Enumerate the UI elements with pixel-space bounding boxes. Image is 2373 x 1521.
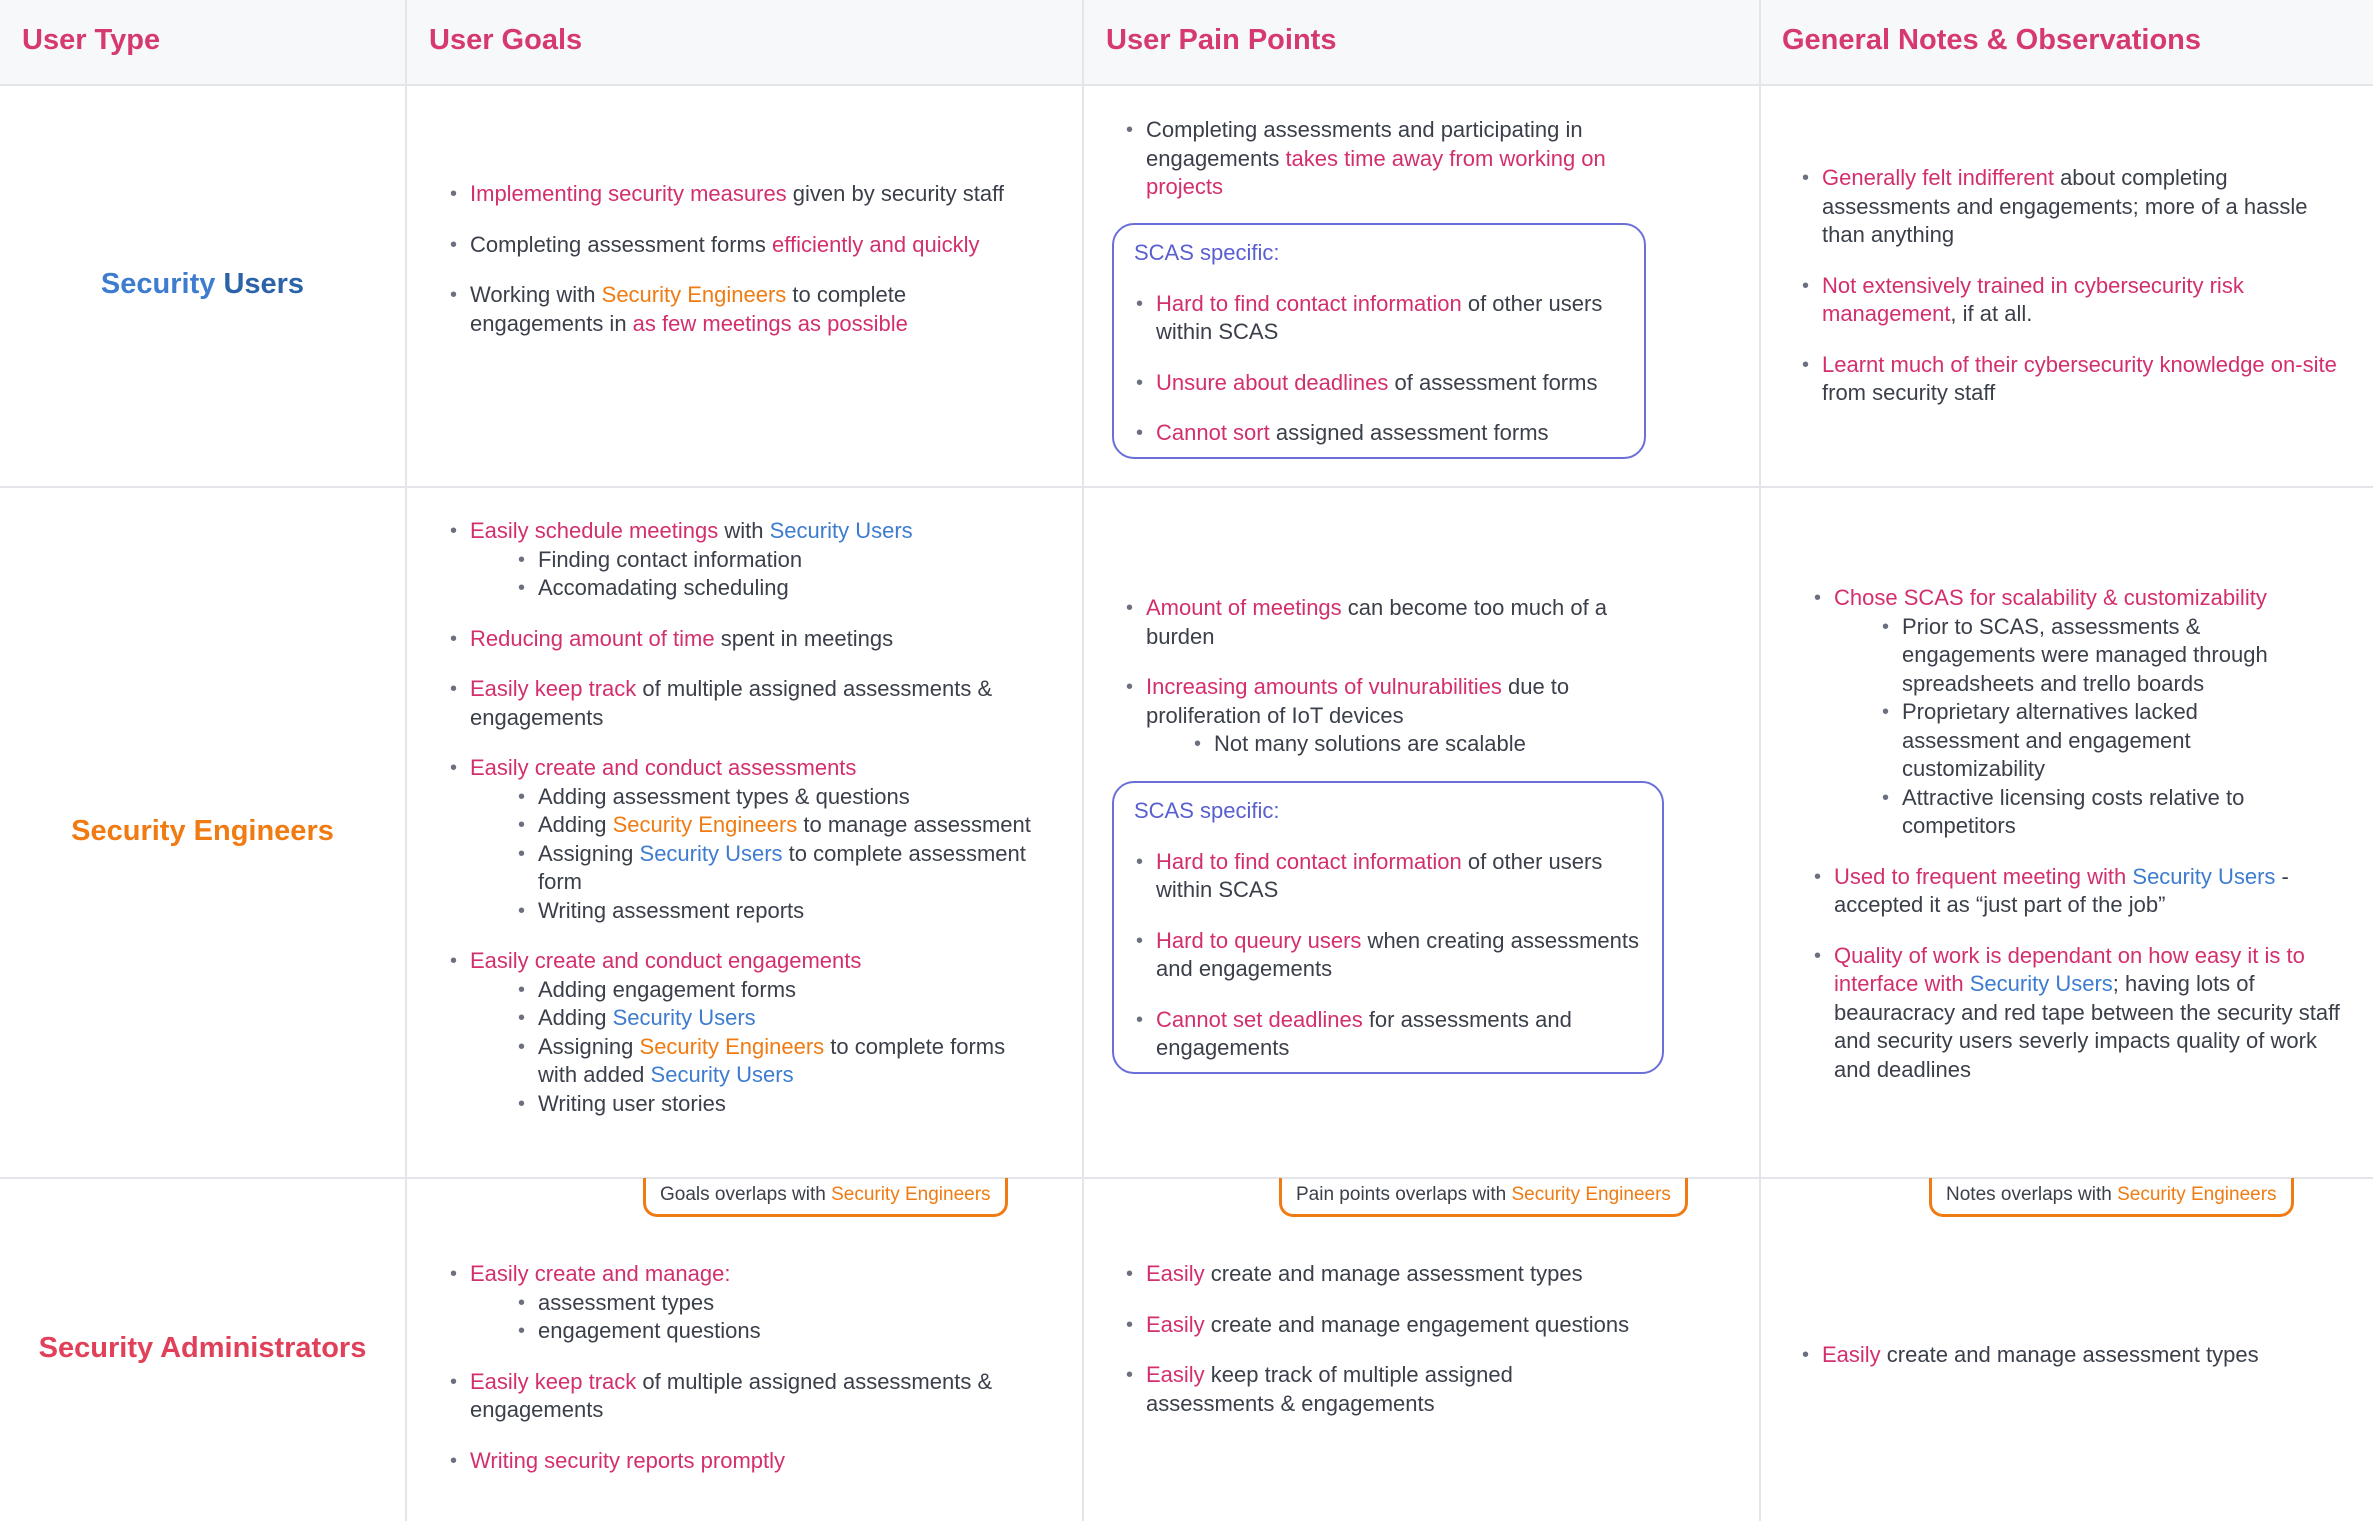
body-text: spent in meetings [714, 625, 894, 651]
sub-item: • Writing user stories [516, 1090, 1048, 1119]
sub-item: • assessment types [516, 1289, 1028, 1318]
users-mention: Security Users [650, 1062, 794, 1087]
highlight-text: Reducing amount of time [470, 625, 715, 651]
header-user-goals: User Goals [429, 24, 583, 56]
body-text: Notes overlaps with [1946, 1184, 2118, 1205]
list-item [448, 180, 1008, 209]
list-item [1812, 942, 2352, 1085]
users-mention: Security Users [639, 840, 783, 866]
body-text: keep track of multiple assigned assessments & engagements [1146, 1362, 1513, 1416]
highlight-text: Used to frequent meeting with [1834, 863, 2133, 889]
sub-item: • Prior to SCAS, assessments & engagements were managed through spreadsheets and trello boards [1880, 613, 2312, 699]
users-pains-cell [1124, 116, 1664, 202]
highlight-text: Easily [1146, 1362, 1205, 1387]
highlight-text: Easily create and manage: [470, 1261, 731, 1286]
list-item [1800, 1341, 2340, 1370]
list-item [448, 517, 1048, 603]
highlight-text: Easily [1146, 1311, 1205, 1337]
body-text: create and manage engagement questions [1204, 1311, 1630, 1337]
engineer-mention: Security Engineers [601, 282, 787, 307]
users-mention: Security Users [2132, 863, 2276, 889]
engineers-notes-cell [1812, 584, 2352, 1084]
list-item [1124, 1361, 1644, 1418]
body-text: to complete engagements in [470, 282, 907, 336]
list-item [448, 675, 1048, 732]
list-item [1124, 1311, 1644, 1340]
body-text: to complete forms with added [538, 1033, 1006, 1087]
body-text: , if at all. [1950, 301, 2033, 326]
list-item [448, 281, 1008, 338]
highlight-text: Hard to find contact information [1156, 290, 1462, 316]
list-item [1134, 927, 1642, 984]
list-item [448, 1447, 1028, 1476]
body-text: Completing assessment forms [470, 231, 772, 257]
body-text: Assigning [538, 840, 640, 866]
body-text: for assessments and engagements [1156, 1006, 1572, 1060]
sub-item: • Adding assessment types & questions [516, 783, 1048, 812]
highlight-text: Cannot set deadlines [1156, 1006, 1363, 1032]
highlight-text: Easily keep track [470, 676, 637, 701]
engineers-pains-cell [1124, 594, 1664, 759]
body-text: from security staff [1822, 380, 1996, 405]
highlight-text: Hard to find contact information [1156, 848, 1462, 874]
list-item [1124, 673, 1664, 759]
body-text: with [718, 518, 770, 543]
list-item [1134, 290, 1624, 347]
highlight-text: Easily [1146, 1261, 1205, 1286]
users-notes-cell [1800, 164, 2340, 408]
engineer-mention: Security Engineers [1511, 1184, 1671, 1205]
sub-item [516, 1004, 1048, 1033]
list-item [1800, 272, 2340, 329]
body-text: to manage assessment [797, 812, 1031, 837]
body-text: Adding [538, 1005, 613, 1030]
sub-item [516, 1033, 1048, 1090]
highlight-text: Increasing amounts of vulnurabilities [1146, 674, 1502, 699]
body-text: create and manage assessment types [1880, 1342, 2259, 1367]
engineer-mention: Security Engineers [831, 1184, 991, 1205]
list-item [448, 754, 1048, 925]
highlight-text: Unsure about deadlines [1156, 369, 1389, 395]
body-text: can become too much of a burden [1146, 595, 1608, 649]
sub-item: • Not many solutions are scalable [1192, 730, 1664, 759]
list-item [448, 947, 1048, 1118]
list-item [1812, 584, 2352, 841]
sub-item: • Writing assessment reports [516, 897, 1048, 926]
header-notes: General Notes & Observations [1782, 24, 2202, 56]
highlight-text: as few meetings as possible [632, 310, 908, 336]
body-text: Goals overlaps with [660, 1184, 832, 1205]
row-divider [0, 84, 2373, 86]
row-divider [0, 486, 2373, 488]
list-item [448, 625, 1048, 654]
row-label-security-administrators: Security Administrators [38, 1332, 367, 1364]
label-part: Users [223, 268, 305, 300]
list-item [1812, 863, 2352, 920]
body-text: of other users within SCAS [1156, 290, 1603, 344]
list-item [448, 1260, 1028, 1346]
sub-item: • engagement questions [516, 1317, 1028, 1346]
admin-pains-cell [1124, 1260, 1644, 1418]
scas-title: SCAS specific: [1134, 240, 1280, 265]
body-text: create and manage assessment types [1204, 1261, 1583, 1286]
body-text: of other users within SCAS [1156, 848, 1603, 902]
list-item [1800, 164, 2340, 250]
users-mention: Security Users [612, 1005, 756, 1030]
highlight-text: Learnt much of their cybersecurity knowledge on-site [1822, 351, 2337, 377]
body-text: about completing assessments and engagements; more of a hassle than anything [1822, 165, 2308, 247]
list-item [1134, 1006, 1642, 1063]
list-item [1124, 116, 1664, 202]
list-item [1124, 1260, 1644, 1289]
highlight-text: efficiently and quickly [772, 231, 980, 257]
sub-item: • Finding contact information [516, 546, 1048, 575]
users-goals-cell [448, 180, 1008, 338]
highlight-text: Easily create and conduct assessments [470, 755, 857, 780]
body-text: Working with [470, 282, 602, 307]
list-item [1134, 419, 1624, 448]
body-text: Completing assessments and participating in engagements [1146, 117, 1583, 171]
highlight-text: Generally felt indifferent [1822, 165, 2054, 190]
highlight-text: Chose SCAS for scalability & customizability [1834, 585, 2267, 610]
sub-item: • Proprietary alternatives lacked assessment and engagement customizability [1880, 698, 2312, 784]
body-text: - accepted it as “just part of the job” [1834, 863, 2289, 917]
highlight-text: Cannot sort [1156, 420, 1270, 445]
users-mention: Security Users [1969, 971, 2113, 996]
body-text: to complete assessment form [538, 840, 1026, 894]
body-text: ; having lots of beauracracy and red tape between the security staff and security users severly impacts quality of work and deadlines [1834, 971, 2340, 1082]
header-user-type: User Type [22, 24, 161, 56]
column-divider [1759, 0, 1761, 1521]
admin-goals-cell [448, 1260, 1028, 1475]
header-pain-points: User Pain Points [1106, 24, 1337, 56]
body-text: of assessment forms [1388, 369, 1598, 395]
list-item [1134, 848, 1642, 905]
engineers-scas-box [1112, 781, 1664, 1074]
engineers-goals-cell [448, 517, 1048, 1118]
sub-item: • Attractive licensing costs relative to competitors [1880, 784, 2312, 841]
row-label-security-engineers: Security Engineers [71, 815, 334, 847]
pains-overlap-tag [1279, 1178, 1688, 1217]
row-label-security-users [0, 268, 405, 301]
list-item [448, 231, 1008, 260]
sub-item: • Accomadating scheduling [516, 574, 1048, 603]
body-text: Pain points overlaps with [1296, 1184, 1512, 1205]
scas-title: SCAS specific: [1134, 798, 1280, 823]
sub-item [516, 840, 1048, 897]
body-text: when creating assessments and engagements [1156, 927, 1640, 981]
list-item [1134, 369, 1624, 398]
users-scas-box [1112, 223, 1646, 459]
body-text: Adding [538, 812, 613, 837]
engineer-mention: Security Engineers [2117, 1184, 2277, 1205]
list-item [448, 1368, 1028, 1425]
body-text: of multiple assigned assessments & engagements [470, 676, 993, 730]
list-item [1124, 594, 1664, 651]
sub-item: • Adding engagement forms [516, 976, 1048, 1005]
highlight-text: Amount of meetings [1146, 595, 1342, 620]
list-item [1800, 351, 2340, 408]
highlight-text: Hard to queury users [1156, 927, 1362, 953]
label-part: Security [100, 268, 216, 300]
column-divider [405, 0, 407, 1521]
sub-item [516, 811, 1048, 840]
highlight-text: Not extensively trained in cybersecurity risk management [1822, 272, 2244, 326]
engineer-mention: Security Engineers [612, 812, 798, 837]
highlight-text: Implementing security measures [470, 181, 787, 206]
highlight-text: Quality of work is dependant on how easy it is to interface with [1834, 942, 2305, 996]
body-text: Assigning [538, 1033, 640, 1059]
engineer-mention: Security Engineers [639, 1033, 825, 1059]
goals-overlap-tag [643, 1178, 1008, 1217]
highlight-text: takes time away from working on projects [1146, 145, 1606, 199]
highlight-text: Easily create and conduct engagements [470, 948, 862, 973]
highlight-text: Easily [1822, 1342, 1881, 1367]
users-mention: Security Users [769, 518, 913, 543]
body-text: of multiple assigned assessments & engagements [470, 1368, 993, 1422]
highlight-text: Easily schedule meetings [470, 518, 719, 543]
notes-overlap-tag [1929, 1178, 2294, 1217]
admin-notes-cell [1800, 1341, 2340, 1370]
body-text: due to proliferation of IoT devices [1146, 674, 1570, 728]
body-text: assigned assessment forms [1269, 420, 1549, 445]
highlight-text: Easily keep track [470, 1368, 637, 1394]
column-divider [1082, 0, 1084, 1521]
body-text: given by security staff [786, 181, 1004, 206]
highlight-text: Writing security reports promptly [470, 1447, 786, 1473]
